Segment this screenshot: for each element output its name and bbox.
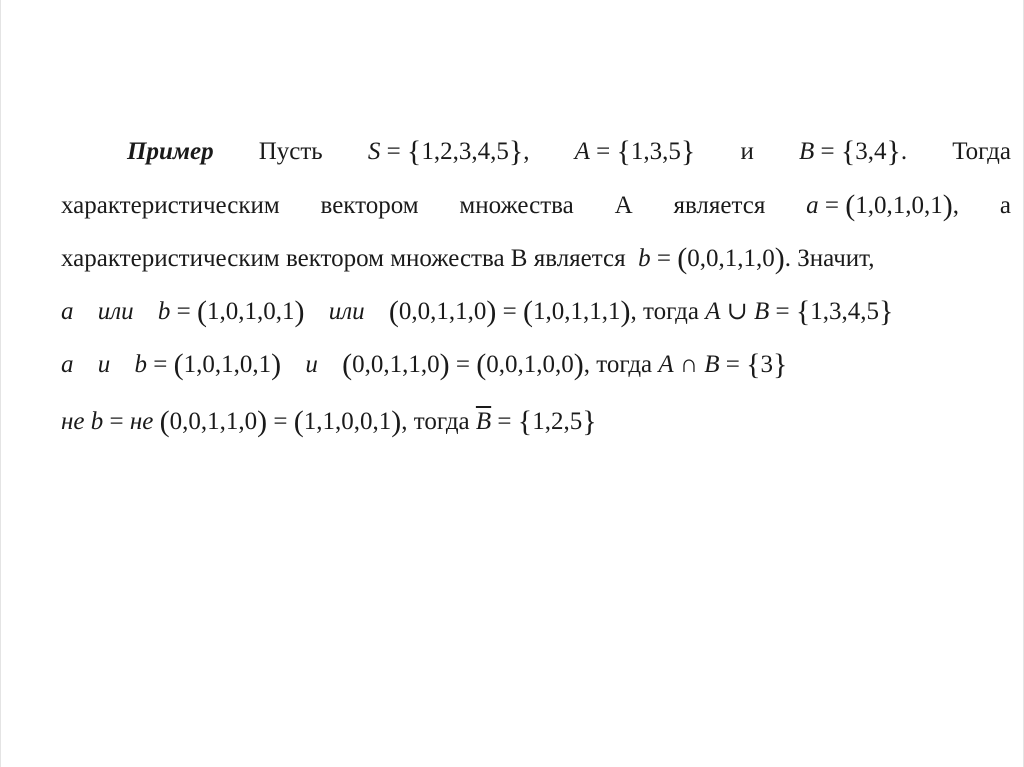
line-tail: . Значит,	[784, 245, 875, 272]
vector-result: 1,0,1,1,1	[533, 298, 621, 325]
var-a: a	[61, 298, 74, 325]
var-B: B	[704, 351, 720, 378]
var-A: A	[658, 351, 674, 378]
var-b: b	[134, 351, 147, 378]
example-heading: Пример	[127, 138, 214, 165]
vector: 1,0,1,0,1	[183, 351, 272, 378]
vector: 1,0,1,0,1	[207, 298, 295, 325]
conj-and: и	[740, 138, 754, 165]
example-line-1	[127, 135, 1011, 169]
var-B-complement: $\overline{B}$	[475, 408, 492, 435]
vector-a-def: a = (1,0,1,0,1),	[806, 189, 960, 222]
set-result: 1,2,5	[532, 408, 583, 435]
word: характеристическим	[61, 192, 280, 219]
word: вектором	[320, 192, 419, 219]
word: множества	[459, 192, 574, 219]
example-line-3	[61, 242, 1011, 276]
set-s-def: S = {1,2,3,4,5},	[367, 135, 530, 168]
intro-word: Пусть	[258, 138, 323, 165]
then-word: , тогда	[583, 351, 653, 378]
op-or: или	[97, 298, 134, 325]
var-B: B	[753, 298, 770, 325]
vector-b-def: b = (0,0,1,1,0)	[638, 242, 785, 275]
line-text: характеристическим вектором множества В является	[61, 245, 626, 272]
var-b: b	[90, 408, 104, 435]
word: является	[673, 192, 766, 219]
example-line-union: a или b = (1,0,1,0,1) или (0,0,1,1,0) = (1,0,1,1,1), тогда A ∪ B = {1,3,4,5}	[61, 295, 894, 328]
op-or: или	[328, 298, 365, 325]
then-word: , тогда	[630, 298, 699, 325]
word: а	[999, 192, 1011, 219]
op-not: не	[61, 408, 85, 435]
then-word: , тогда	[401, 408, 470, 435]
example-line-2	[61, 189, 1011, 223]
set-a-def: A = {1,3,5}	[574, 135, 696, 168]
op-not: не	[129, 408, 154, 435]
op-and: и	[97, 351, 111, 378]
vector-result: 1,1,0,0,1	[303, 408, 392, 435]
example-line-complement: не b = не (0,0,1,1,0) = (1,1,0,0,1), тогда $\overline{B} = \{1,2,5\}$	[61, 405, 597, 438]
vector: 0,0,1,1,0	[169, 408, 258, 435]
var-b: b	[157, 298, 171, 325]
set-result: 3	[760, 351, 774, 378]
vector: 0,0,1,1,0	[352, 351, 440, 378]
var-A: A	[705, 298, 721, 325]
then-word: Тогда	[952, 138, 1011, 165]
word: А	[614, 192, 633, 219]
set-result: 1,3,4,5	[810, 298, 879, 325]
set-b-def: B = {3,4}.	[798, 135, 908, 168]
example-line-intersection: a и b = (1,0,1,0,1) и (0,0,1,1,0) = (0,0,1,0,0), тогда A ∩ B = {3}	[61, 348, 788, 381]
vector-result: 0,0,1,0,0	[486, 351, 574, 378]
vector: 0,0,1,1,0	[398, 298, 487, 325]
op-and: и	[305, 351, 318, 378]
var-a: a	[61, 351, 74, 378]
